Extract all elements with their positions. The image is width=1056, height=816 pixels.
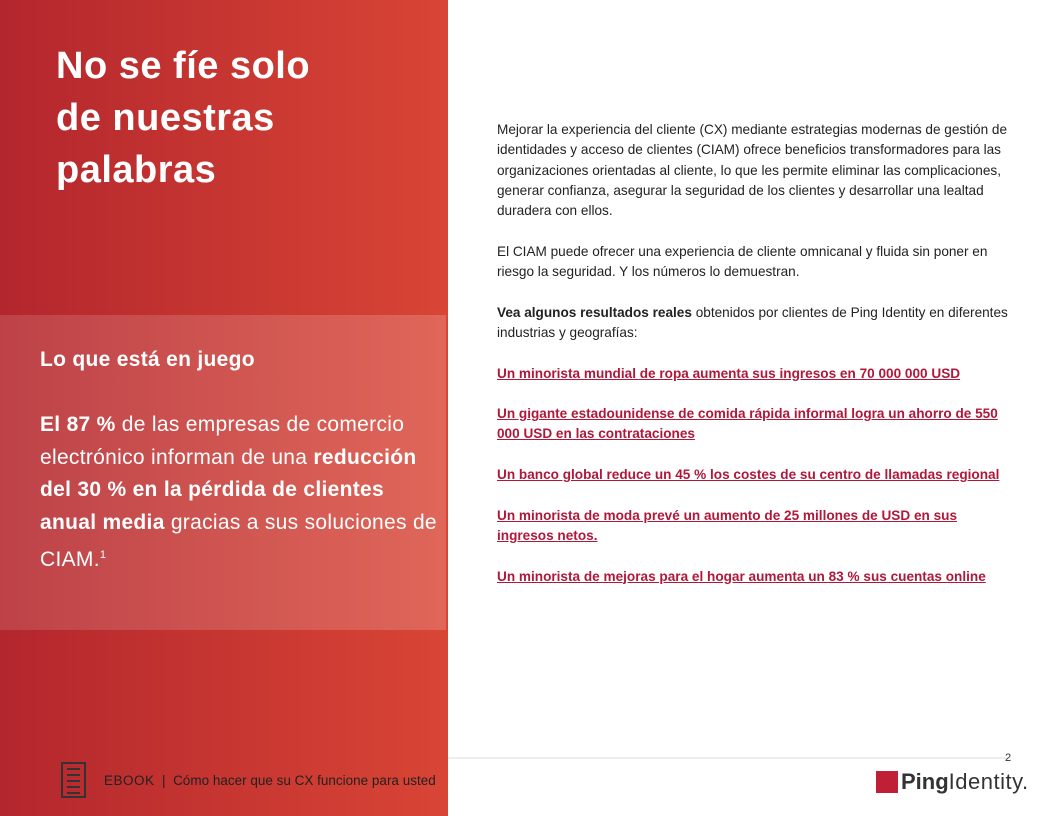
footnote-ref[interactable]: 1 [99, 549, 107, 561]
case-study-link[interactable]: Un minorista de mejoras para el hogar aumenta un 83 % sus cuentas online [497, 568, 986, 584]
ebook-label: EBOOK [104, 773, 155, 788]
title-line: No se fíe solo [56, 45, 311, 87]
title-line: de nuestras [56, 97, 275, 139]
text: obtenidos por clientes de Ping Identity en diferentes industrias y geografías: [497, 304, 1008, 340]
case-study-link[interactable]: Un banco global reduce un 45 % los costes de su centro de llamadas regional [497, 467, 1000, 483]
stat-bold: El 87 % [40, 413, 116, 436]
doc-title: Cómo hacer que su CX funcione para usted [173, 773, 436, 788]
paragraph: Mejorar la experiencia del cliente (CX) mediante estrategias modernas de gestión de identidades y acceso de clientes (CIAM) ofrece beneficios transformadores para las organizaciones orientadas al cliente, lo que les permite eliminar las complicaciones, generar confianza, asegurar la seguridad de los clientes y desarrollar una lealtad duradera con ellos. [497, 122, 1008, 219]
stat-text: de las empresas de comercio electrónico informan de una [40, 413, 405, 469]
page-title [56, 40, 310, 196]
separator: | [162, 773, 166, 788]
ebook-icon [61, 762, 86, 798]
page-number: 2 [1005, 752, 1012, 764]
paragraph [497, 303, 1017, 344]
bold-text: Vea algunos resultados reales [497, 304, 692, 320]
stat-text: gracias a sus soluciones de CIAM. [40, 510, 437, 571]
callout-stat [40, 409, 440, 577]
callout-box [0, 315, 446, 630]
logo-bold: Ping [901, 769, 949, 794]
footer-label [104, 773, 436, 788]
ping-identity-logo [876, 769, 1029, 795]
title-line: palabras [56, 149, 217, 191]
case-study-link[interactable]: Un minorista mundial de ropa aumenta sus ingresos en 70 000 000 USD [497, 365, 961, 381]
case-study-link[interactable]: Un gigante estadounidense de comida rápida informal logra un ahorro de 550 000 USD en las contrataciones [497, 406, 998, 442]
logo-square-icon [876, 771, 898, 793]
case-study-link[interactable]: Un minorista de moda prevé un aumento de 25 millones de USD en sus ingresos netos. [497, 507, 958, 543]
body-text [497, 120, 1017, 607]
logo-light: Identity. [948, 769, 1029, 794]
stat-bold: reducción del 30 % en la pérdida de clientes anual media [40, 445, 417, 534]
callout-heading: Lo que está en juego [40, 348, 255, 371]
paragraph: El CIAM puede ofrecer una experiencia de cliente omnicanal y fluida sin poner en riesgo la seguridad. Y los números lo demuestran. [497, 243, 988, 280]
footer-divider [448, 757, 1008, 759]
